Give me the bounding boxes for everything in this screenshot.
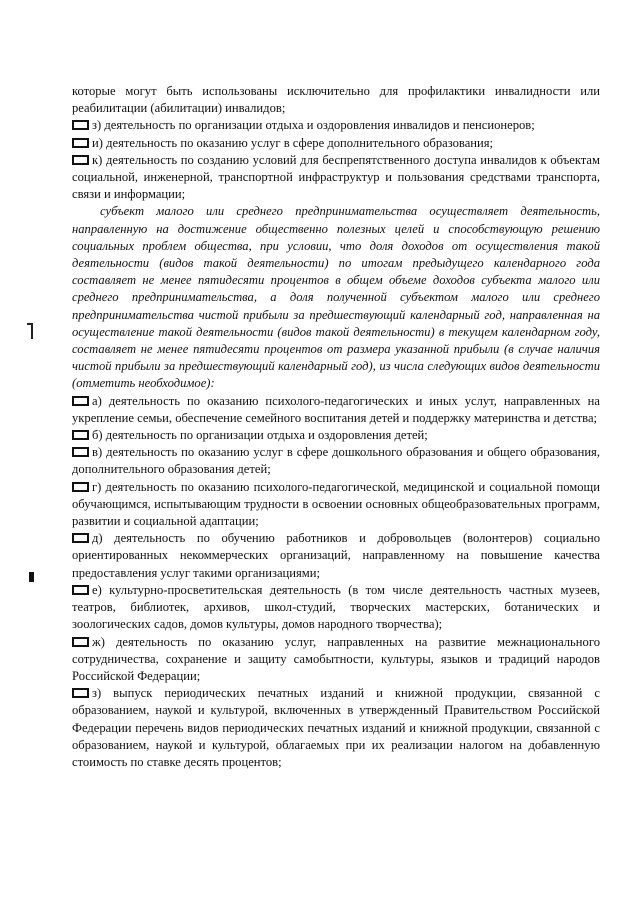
margin-mark	[29, 572, 34, 582]
checkbox[interactable]	[72, 155, 89, 165]
option-b	[72, 427, 600, 444]
checkbox[interactable]	[72, 138, 89, 148]
checkbox[interactable]	[72, 430, 89, 440]
checkbox[interactable]	[72, 688, 89, 698]
option-text: з) деятельность по организации отдыха и оздоровления инвалидов и пенсионеров;	[92, 118, 535, 133]
margin-mark	[31, 323, 33, 339]
option-text: в) деятельность по оказанию услуг в сфере дошкольного образования и общего образования, дополнительного образования детей;	[72, 445, 600, 477]
option-text: ж) деятельность по оказанию услуг, направленных на развитие межнационального сотрудничества, сохранение и защиту самобытности, культуры, языков и традиций народов Российской Федерации;	[72, 634, 600, 683]
option-g	[72, 479, 600, 531]
option-text: г) деятельность по оказанию психолого-педагогической, медицинской и социальной помощи обучающимся, испытывающим трудности в освоении основных общеобразовательных программ, развитии и социальной адаптации;	[72, 479, 600, 529]
checkbox[interactable]	[72, 533, 89, 543]
option-text: д) деятельность по обучению работников и добровольцев (волонтеров) социально ориентированных некоммерческих организаций, направленному на повышение качества предоставления услуг такими организациями;	[72, 531, 600, 580]
option-text: з) выпуск периодических печатных изданий и книжной продукции, связанной с образованием, наукой и культурой, включенных в утвержденный Правительством Российской Федерации перечень видов периодических печатных изданий и книжной продукции, связанной с образованием, наукой и культурой, облагаемых при их реализации налогом на добавленную стоимость по ставке десять процентов;	[72, 686, 600, 769]
paragraph-subject: субъект малого или среднего предпринимательства осуществляет деятельность, направленную на достижение общественно полезных целей и способствующую решению социальных проблем общества, при условии, что доля доходов от осуществления такой деятельности (видов такой деятельности) по итогам предыдущего календарного года составляет не менее пятидесяти процентов в общем объеме доходов субъекта малого или среднего предпринимательства, а доля полученной субъектом малого или среднего предпринимательства чистой прибыли за предшествующий календарный год, направленная на осуществление такой деятельности (видов такой деятельности) в текущем календарном году, составляет не менее пятидесяти процентов от размера указанной прибыли (в случае наличия чистой прибыли за предшествующий календарный год), из числа следующих видов деятельности (отметить необходимое):	[72, 204, 600, 391]
option-text: е) культурно-просветительская деятельность (в том числе деятельность частных музеев, театров, библиотек, архивов, школ-студий, творческих мастерских, ботанических и зоологических садов, домов культуры, домов народного творчества);	[72, 582, 600, 632]
option-text: б) деятельность по организации отдыха и оздоровления детей;	[92, 428, 428, 443]
option-i1	[72, 135, 600, 152]
option-z2	[72, 685, 600, 771]
option-k1	[72, 152, 600, 204]
option-text: и) деятельность по оказанию услуг в сфере дополнительного образования;	[92, 135, 494, 150]
checkbox[interactable]	[72, 120, 89, 130]
option-v	[72, 444, 600, 478]
option-text: а) деятельность по оказанию психолого-педагогических и иных услут, направленных на укрепление семьи, обеспечение семейного воспитания детей и поддержку материнства и детства;	[72, 393, 600, 425]
option-text: к) деятельность по созданию условий для беспрепятственного доступа инвалидов к объектам социальной, инженерной, транспортной инфраструктур и пользования средствами транспорта, связи и информации;	[72, 152, 600, 202]
paragraph-intro: которые могут быть использованы исключительно для профилактики инвалидности или реабилитации (абилитации) инвалидов;	[72, 84, 600, 116]
option-d	[72, 530, 600, 582]
checkbox[interactable]	[72, 482, 89, 492]
checkbox[interactable]	[72, 585, 89, 595]
checkbox[interactable]	[72, 637, 89, 647]
document-body	[72, 83, 600, 771]
checkbox[interactable]	[72, 396, 89, 406]
option-e	[72, 582, 600, 634]
option-z1	[72, 117, 600, 134]
checkbox[interactable]	[72, 447, 89, 457]
option-a	[72, 393, 600, 427]
option-zh	[72, 634, 600, 686]
